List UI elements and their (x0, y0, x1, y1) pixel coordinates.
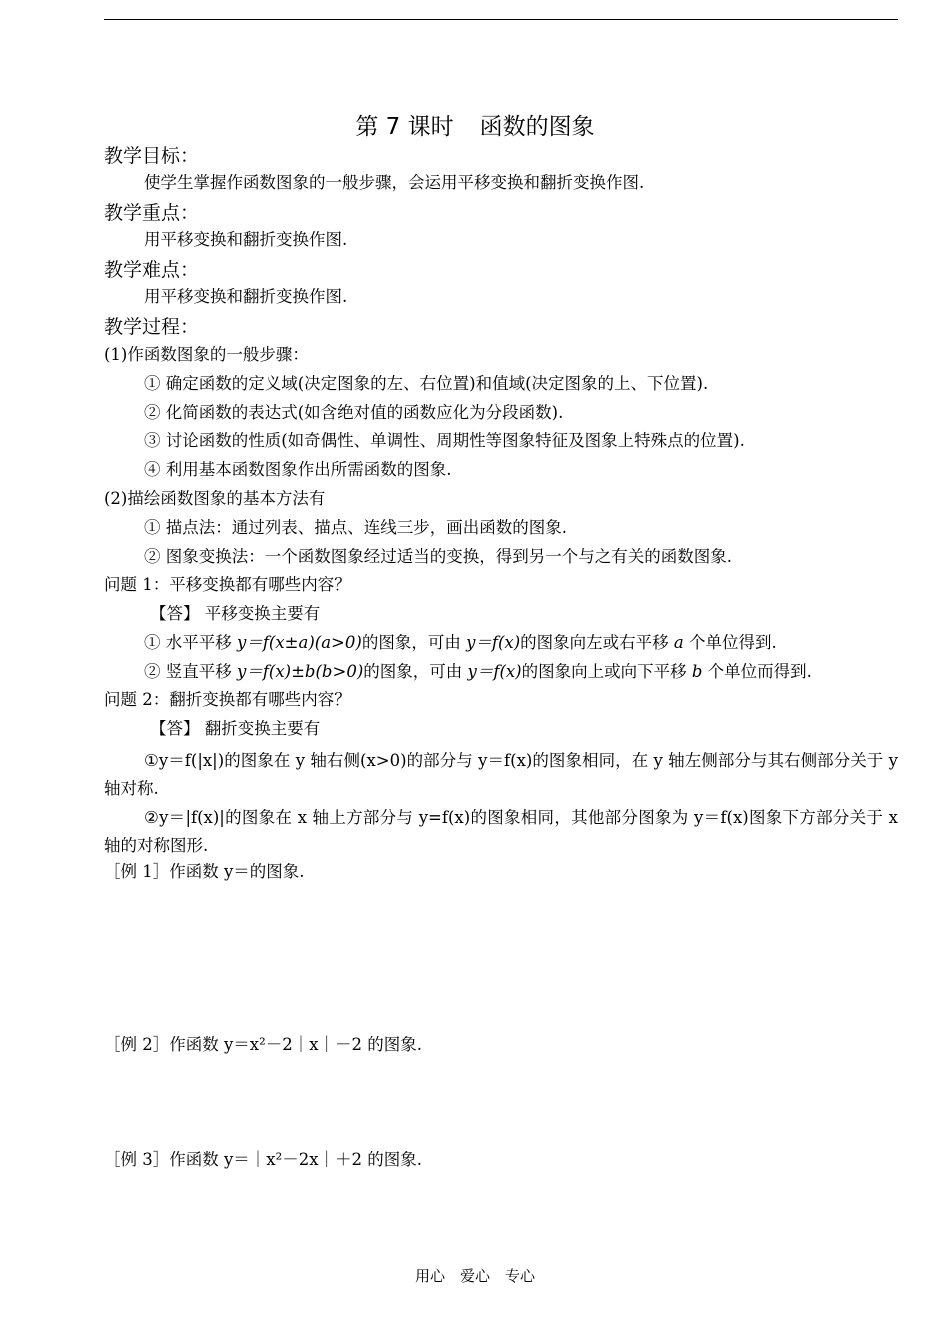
translation-vertical: ② 竖直平移 y＝f(x)±b(b>0)的图象，可由 y＝f(x)的图象向上或向下平移 b 个单位而得到. (144, 662, 812, 681)
flip-abs-fx: ②y＝|f(x)|的图象在 x 轴上方部分与 y=f(x)的图象相同，其他部分图象为 y＝f(x)图象下方部分关于 x 轴的对称图形. (104, 808, 898, 855)
part2-label: (2)描绘函数图象的基本方法有 (104, 489, 326, 508)
process-heading: 教学过程： (104, 316, 200, 338)
page-footer: 用心 爱心 专心 (414, 1267, 535, 1285)
key-point-text: 用平移变换和翻折变换作图. (144, 230, 348, 249)
flip-abs-x: ①y＝f(|x|)的图象在 y 轴右侧(x>0)的部分与 y＝f(x)的图象相同，在 y 轴左侧部分与其右侧部分关于 y 轴对称. (104, 751, 898, 798)
example-1: ［例 1］作函数 y＝的图象. (104, 862, 305, 881)
example-2: ［例 2］作函数 y＝x²－2｜x｜－2 的图象. (104, 1035, 423, 1054)
page-title (0, 108, 950, 141)
step-2: ② 化简函数的表达式(如含绝对值的函数应化为分段函数). (144, 403, 564, 422)
question-1: 问题 1：平移变换都有哪些内容？ (104, 575, 351, 594)
question-2: 问题 2：翻折变换都有哪些内容？ (104, 690, 351, 709)
translation-horizontal: ① 水平平移 y＝f(x±a)(a>0)的图象，可由 y＝f(x)的图象向左或右平移 a 个单位得到. (144, 633, 777, 652)
step-4: ④ 利用基本函数图象作出所需函数的图象. (144, 460, 452, 479)
difficulty-text: 用平移变换和翻折变换作图. (144, 287, 348, 306)
header-rule (104, 19, 898, 20)
goal-heading: 教学目标： (104, 145, 200, 167)
answer-2-intro: 【答】 翻折变换主要有 (150, 719, 321, 738)
step-3: ③ 讨论函数的性质(如奇偶性、单调性、周期性等图象特征及图象上特殊点的位置). (144, 431, 745, 450)
answer-1-intro: 【答】 平移变换主要有 (150, 604, 321, 623)
method-2: ② 图象变换法：一个函数图象经过适当的变换，得到另一个与之有关的函数图象. (144, 547, 732, 566)
formula-vertical-shift: y＝f(x)±b(b>0) (237, 662, 364, 681)
key-point-heading: 教学重点： (104, 202, 200, 224)
example-3: ［例 3］作函数 y＝｜x²－2x｜＋2 的图象. (104, 1150, 423, 1169)
lesson-topic: 函数的图象 (479, 114, 595, 140)
part1-label: (1)作函数图象的一般步骤： (104, 345, 309, 364)
formula-horizontal-shift: y＝f(x±a)(a>0) (237, 633, 362, 652)
goal-text: 使学生掌握作函数图象的一般步骤，会运用平移变换和翻折变换作图. (144, 173, 645, 192)
lesson-number: 第 7 课时 (355, 114, 454, 140)
formula-base-function: y＝f(x) (466, 633, 521, 652)
formula-base-function: y＝f(x) (467, 662, 522, 681)
method-1: ① 描点法：通过列表、描点、连线三步，画出函数的图象. (144, 518, 567, 537)
difficulty-heading: 教学难点： (104, 259, 200, 281)
step-1: ① 确定函数的定义域(决定图象的左、右位置)和值域(决定图象的上、下位置). (144, 374, 709, 393)
